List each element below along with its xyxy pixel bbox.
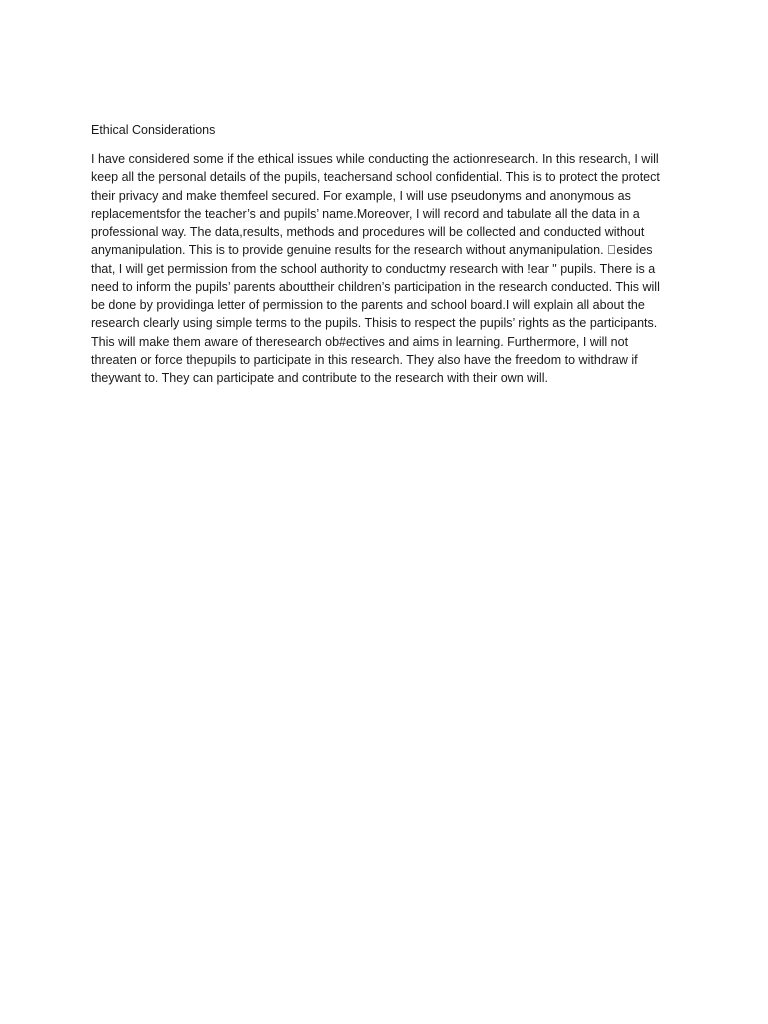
paragraph-line: that, I will get permission from the school authority to conductmy research with !ear " pupils. There is a [91,261,656,276]
paragraph-line: replacementsfor the teacher’s and pupils’ name.Moreover, I will record and tabulate all the data in a [91,206,640,221]
paragraph-line: keep all the personal details of the pupils, teachersand school confidential. This is to protect the protect [91,170,660,185]
paragraph-line: This will make them aware of theresearch ob#ectives and aims in learning. Furthermore, I will not [91,334,629,349]
paragraph-line: anymanipulation. This is to provide genuine results for the research without anymanipulation.  esides [91,243,653,258]
paragraph-line: be done by providinga letter of permission to the parents and school board.I will explain all about the [91,298,645,312]
document-paragraph [91,150,677,387]
paragraph-line: theywant to. They can participate and contribute to the research with their own will. [91,371,548,385]
paragraph-line: need to inform the pupils’ parents abouttheir children’s participation in the research conducted. This will [91,279,660,294]
paragraph-line: threaten or force thepupils to participate in this research. They also have the freedom to withdraw if [91,352,638,367]
paragraph-line: their privacy and make themfeel secured. For example, I will use pseudonyms and anonymous as [91,188,631,203]
document-content [91,121,677,387]
document-title: Ethical Considerations [91,123,216,137]
paragraph-line: I have considered some if the ethical issues while conducting the actionresearch. In this research, I will [91,152,659,166]
paragraph-line: research clearly using simple terms to the pupils. Thisis to respect the pupils’ rights as the participants. [91,316,658,331]
paragraph-line: professional way. The data,results, methods and procedures will be collected and conducted without [91,225,645,239]
